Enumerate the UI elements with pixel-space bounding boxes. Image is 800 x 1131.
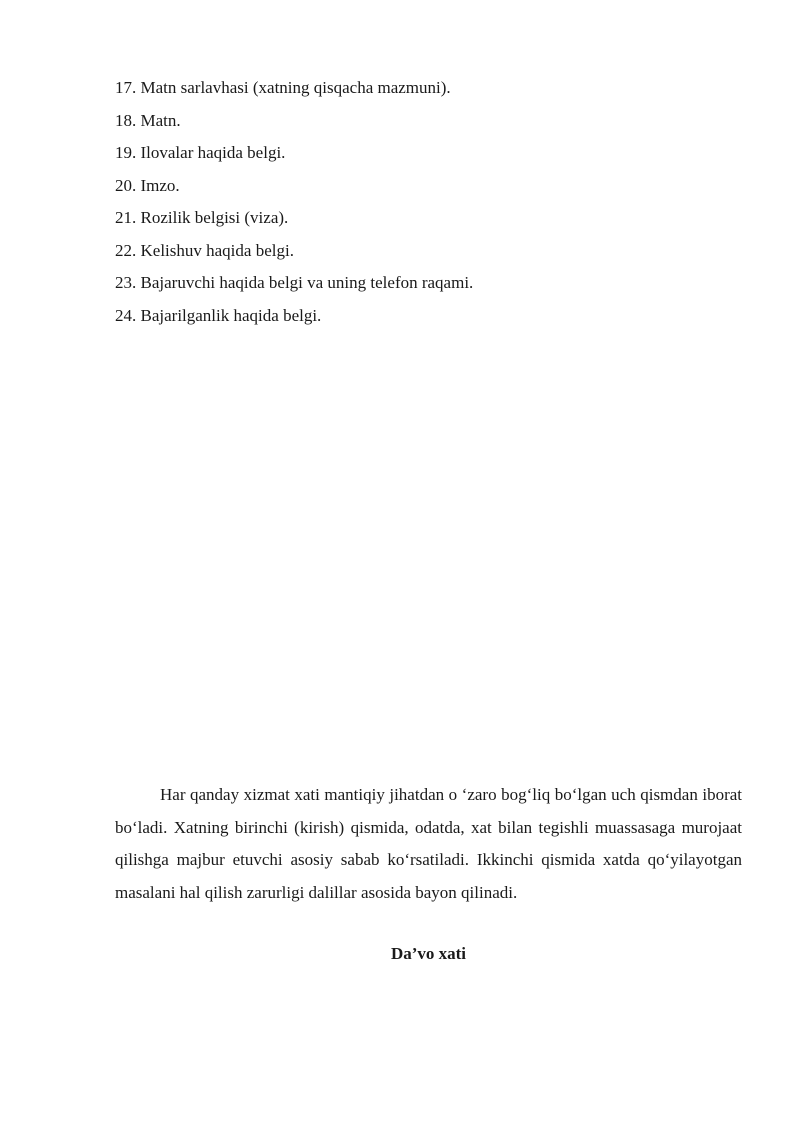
body-paragraph: Har qanday xizmat xati mantiqiy jihatdan o ‘zaro bog‘liq bo‘lgan uch qismdan iborat bo‘ladi. Xatning birinchi (kirish) qismida, odatda, xat bilan tegishli muassasaga murojaat qilishga majbur etuvchi asosiy sabab ko‘rsatiladi. Ikkinchi qismida xatda qo‘yilayotgan masalani hal qilish zarurligi dalillar asosida bayon qilinadi. <box>115 785 742 902</box>
list-item: 23. Bajaruvchi haqida belgi va uning telefon raqami. <box>115 273 474 292</box>
list-item: 24. Bajarilganlik haqida belgi. <box>115 305 322 325</box>
list-item: 17. Matn sarlavhasi (xatning qisqacha mazmuni). <box>115 78 451 97</box>
list-item: 20. Imzo. <box>115 175 180 195</box>
list-item: 18. Matn. <box>115 110 181 130</box>
list-item: 22. Kelishuv haqida belgi. <box>115 240 294 260</box>
list-item: 19. Ilovalar haqida belgi. <box>115 143 286 162</box>
list-item: 21. Rozilik belgisi (viza). <box>115 208 289 227</box>
section-heading: Da’vo xati <box>390 944 467 963</box>
requisites-list <box>115 72 755 332</box>
